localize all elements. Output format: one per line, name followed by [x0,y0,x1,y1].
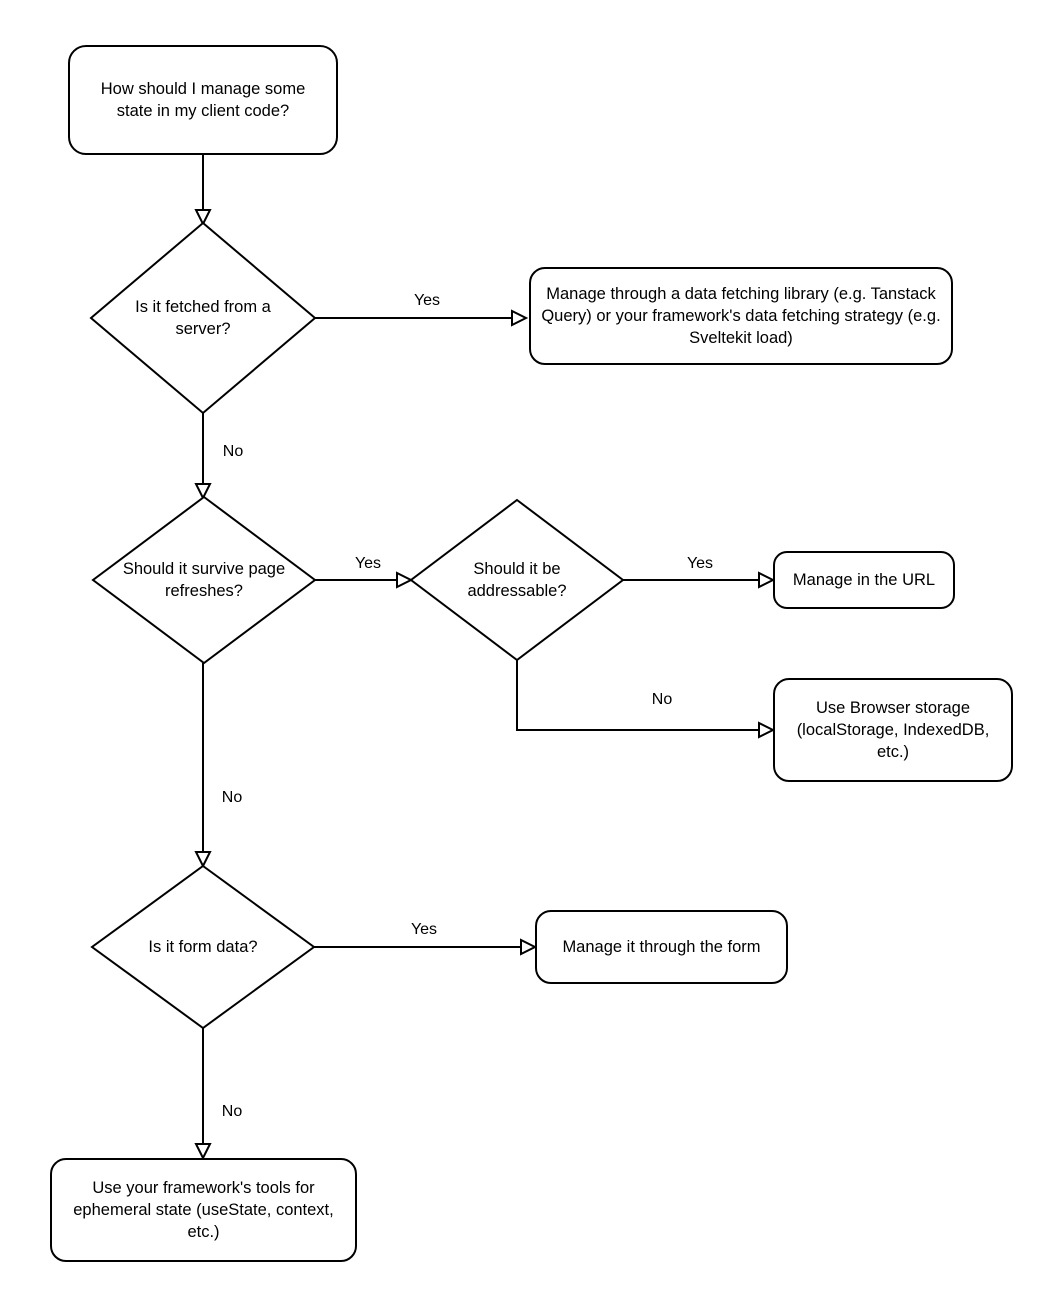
edge-label-addressable-yes: Yes [686,555,714,572]
edge-label-form-no: No [221,1103,243,1120]
node-framework-tools-label: Use your framework's tools for ephemeral state (useState, context, etc.) [73,1179,334,1241]
decision-fetched-label: Is it fetched from a server? [135,298,271,338]
node-manage-url [773,551,955,609]
arrowhead-form-no-icon [196,1144,210,1158]
arrowhead-addressable-yes-icon [759,573,773,587]
node-browser-storage [773,678,1013,782]
edge-label-form-yes: Yes [410,921,438,938]
node-framework-tools [50,1158,357,1262]
arrowhead-addressable-no-icon [759,723,773,737]
node-manage-form-label: Manage it through the form [562,938,761,956]
node-start-label: How should I manage some state in my client code? [100,80,306,120]
decision-form-data-label: Is it form data? [148,938,258,956]
edge-label-fetched-no: No [222,443,244,460]
edge-label-addressable-no: No [651,691,673,708]
node-manage-url-label: Manage in the URL [792,571,936,589]
decision-addressable-label: Should it be addressable? [467,560,567,600]
node-fetch-library [529,267,953,365]
arrowhead-form-yes-icon [521,940,535,954]
arrowhead-survive-yes-icon [397,573,411,587]
arrowhead-fetched-no-icon [196,484,210,498]
arrowhead-survive-no-icon [196,852,210,866]
node-browser-storage-label: Use Browser storage (localStorage, IndexedDB, etc.) [796,699,990,761]
node-manage-form [535,910,788,984]
node-fetch-library-label: Manage through a data fetching library (e.g. Tanstack Query) or your framework's data fetching strategy (e.g. Sveltekit load) [541,285,941,347]
node-start [68,45,338,155]
edge-label-survive-yes: Yes [354,555,382,572]
arrowhead-fetched-yes-icon [512,311,526,325]
edge-label-fetched-yes: Yes [413,292,441,309]
edge-addressable-no [517,660,759,730]
edge-label-survive-no: No [221,789,243,806]
decision-survive-label: Should it survive page refreshes? [122,560,286,600]
